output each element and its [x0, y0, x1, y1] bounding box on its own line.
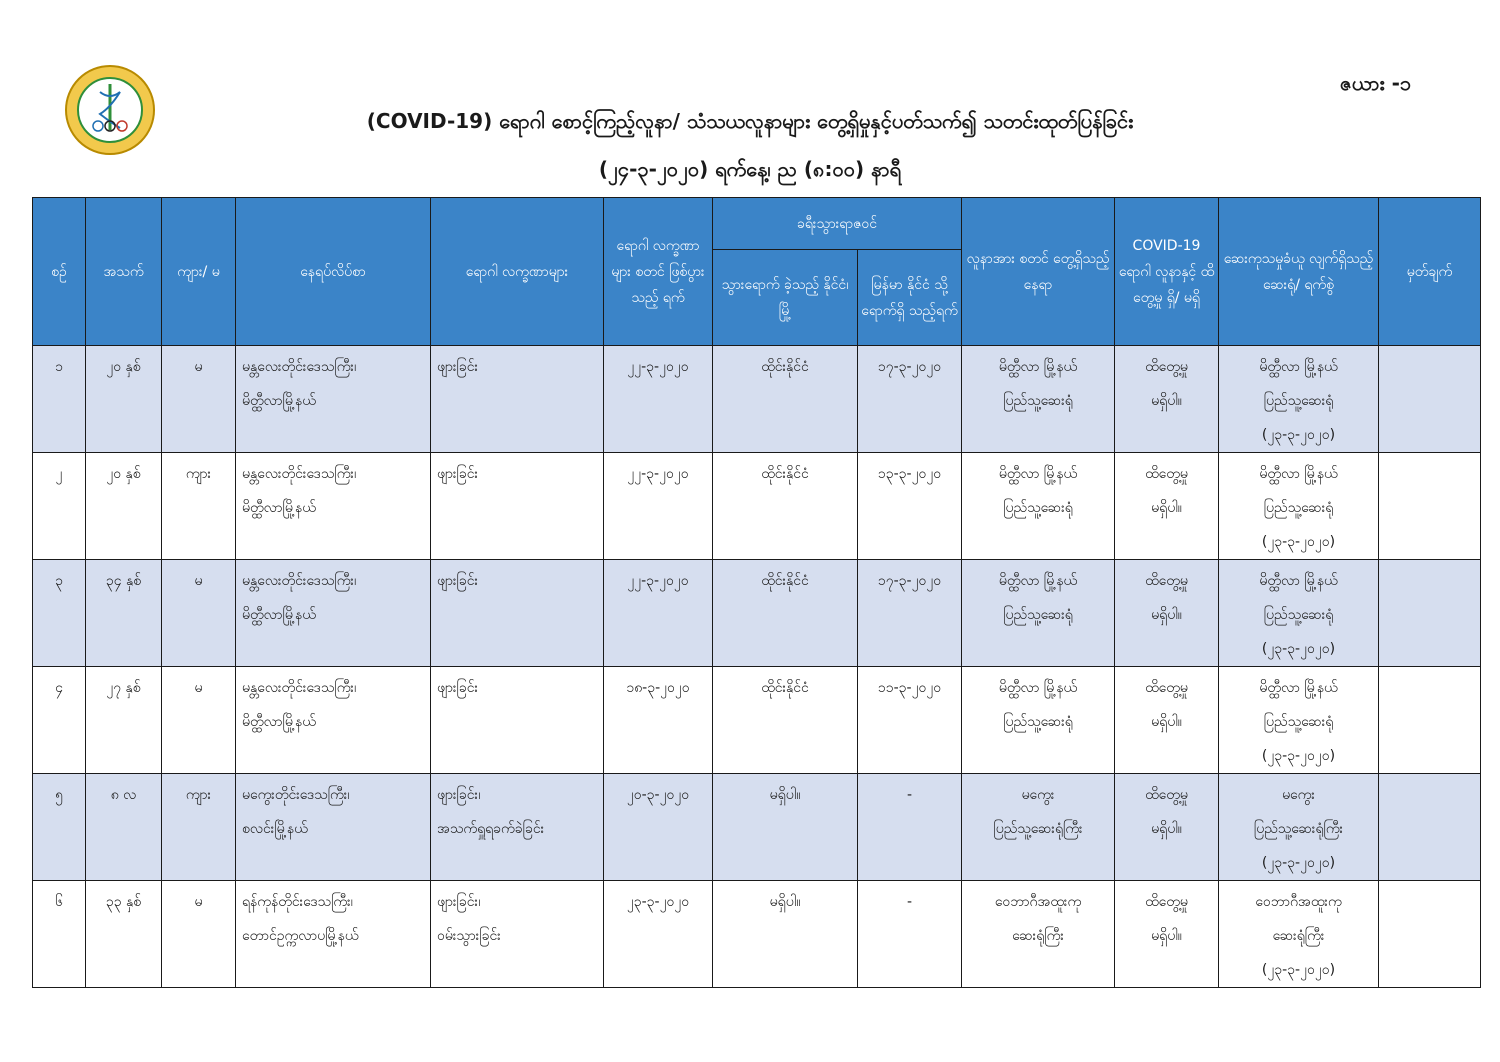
cell-line: ပြည်သူ့ဆေးရုံ — [1003, 393, 1073, 409]
cell-line: စလင်းမြို့နယ် — [242, 821, 308, 837]
cell-line: မန္တလေးတိုင်းဒေသကြီး၊ — [242, 466, 357, 482]
cell-sex: မ — [162, 667, 236, 774]
col-header-country: သွားရောက် ခဲ့သည့် နိုင်ငံ၊ မြို့ — [713, 250, 858, 346]
cell-current-hospital — [1219, 667, 1379, 774]
table-row — [33, 453, 1481, 560]
cell-detected-at — [962, 881, 1115, 988]
cell-line: ပြည်သူ့ဆေးရုံ — [1003, 607, 1073, 623]
cell-line: မရှိပါ။ — [1151, 393, 1182, 409]
cell-detected-at — [962, 774, 1115, 881]
cell-line: (၂၃-၃-၂၀၂၀) — [1261, 534, 1336, 550]
cell-detected-at — [962, 560, 1115, 667]
cell-no: ၂ — [33, 453, 86, 560]
cell-line: ထိတွေ့မှု — [1145, 894, 1188, 910]
cell-age: ၈ လ — [86, 774, 162, 881]
cell-line: မရှိပါ။ — [1151, 714, 1182, 730]
cell-no: ၅ — [33, 774, 86, 881]
cell-current-hospital — [1219, 453, 1379, 560]
cell-line: မန္တလေးတိုင်းဒေသကြီး၊ — [242, 680, 357, 696]
cell-age: ၂၀ နှစ် — [86, 453, 162, 560]
cell-remarks — [1379, 453, 1481, 560]
cell-no: ၃ — [33, 560, 86, 667]
cell-remarks — [1379, 560, 1481, 667]
cell-address — [236, 346, 431, 453]
cell-country: မရှိပါ။ — [713, 774, 858, 881]
cell-line: ပြည်သူ့ဆေးရုံ — [1003, 500, 1073, 516]
page-subtitle-date: (၂၄-၃-၂၀၂၀) ရက်နေ့၊ ည (၈:၀၀) နာရီ — [598, 157, 902, 181]
cell-line: မိတ္ထီလာ မြို့နယ် — [1259, 359, 1338, 375]
cell-remarks — [1379, 881, 1481, 988]
cell-arrival: ၁၁-၃-၂၀၂၀ — [858, 667, 962, 774]
cell-line: မိတ္ထီလာ မြို့နယ် — [1259, 573, 1338, 589]
cell-current-hospital — [1219, 346, 1379, 453]
cell-line: မိတ္ထီလာမြို့နယ် — [242, 607, 316, 623]
cell-onset: ၂၀-၃-၂၀၂၀ — [604, 774, 713, 881]
cell-remarks — [1379, 774, 1481, 881]
cell-current-hospital — [1219, 881, 1379, 988]
cell-address — [236, 453, 431, 560]
cell-line: မန္တလေးတိုင်းဒေသကြီး၊ — [242, 573, 357, 589]
cell-current-hospital — [1219, 560, 1379, 667]
cell-line: မရှိပါ။ — [1151, 821, 1182, 837]
cell-line: ပြည်သူ့ဆေးရုံ — [1263, 500, 1334, 516]
cell-symptoms — [431, 560, 604, 667]
cell-no: ၁ — [33, 346, 86, 453]
col-header-onset: ရောဂါ လက္ခဏာများ စတင် ဖြစ်ပွားသည့် ရက် — [604, 198, 713, 346]
cell-line: ဖျားခြင်း၊ — [437, 894, 481, 910]
cell-contact — [1115, 346, 1219, 453]
table-row — [33, 774, 1481, 881]
cell-no: ၆ — [33, 881, 86, 988]
col-header-no: စဉ် — [33, 198, 86, 346]
cell-onset: ၂၂-၃-၂၀၂၀ — [604, 453, 713, 560]
cell-line: မိတ္ထီလာ မြို့နယ် — [1259, 680, 1338, 696]
col-header-arrival: မြန်မာ နိုင်ငံ သို့ ရောက်ရှိ သည့်ရက် — [858, 250, 962, 346]
cell-age: ၃၄ နှစ် — [86, 560, 162, 667]
cell-line: ထိတွေ့မှု — [1145, 466, 1188, 482]
col-header-remarks: မှတ်ချက် — [1379, 198, 1481, 346]
cell-country: ထိုင်းနိုင်ငံ — [713, 667, 858, 774]
col-header-contact: COVID-19 ရောဂါ လူနာနှင့် ထိတွေ့မှု ရှိ/ မရှိ — [1115, 198, 1219, 346]
cell-line: ပြည်သူ့ဆေးရုံ — [1263, 393, 1334, 409]
cell-line: မကွေး — [1021, 787, 1055, 803]
cell-line: ပြည်သူ့ဆေးရုံ — [1263, 714, 1334, 730]
cell-line: ဝေဘာဂီအထူးကု — [994, 894, 1082, 910]
cell-line: မရှိပါ။ — [1151, 928, 1182, 944]
cell-line: မိတ္ထီလာ မြို့နယ် — [1259, 466, 1338, 482]
col-header-age: အသက် — [86, 198, 162, 346]
cell-detected-at — [962, 453, 1115, 560]
cell-symptoms — [431, 453, 604, 560]
cell-line: ထိတွေ့မှု — [1145, 787, 1188, 803]
cell-age: ၂၇ နှစ် — [86, 667, 162, 774]
col-header-address: နေရပ်လိပ်စာ — [236, 198, 431, 346]
cell-age: ၂၀ နှစ် — [86, 346, 162, 453]
cell-onset: ၁၈-၃-၂၀၂၀ — [604, 667, 713, 774]
cell-detected-at — [962, 667, 1115, 774]
cell-arrival: ၁၇-၃-၂၀၂၀ — [858, 346, 962, 453]
cell-line: (၂၃-၃-၂၀၂၀) — [1261, 641, 1336, 657]
cell-age: ၃၃ နှစ် — [86, 881, 162, 988]
cell-line: ဖျားခြင်း — [437, 680, 479, 696]
cell-country: မရှိပါ။ — [713, 881, 858, 988]
ministry-logo — [64, 64, 156, 156]
cell-line: ထိတွေ့မှု — [1145, 359, 1188, 375]
cell-symptoms — [431, 774, 604, 881]
cell-line: ဝမ်းသွားခြင်း — [437, 928, 501, 944]
cell-address — [236, 881, 431, 988]
cell-line: (၂၃-၃-၂၀၂၀) — [1261, 855, 1336, 871]
cell-remarks — [1379, 346, 1481, 453]
cell-onset: ၂၃-၃-၂၀၂၀ — [604, 881, 713, 988]
cell-contact — [1115, 881, 1219, 988]
cell-line: မကွေး — [1282, 787, 1315, 803]
cell-line: မိတ္ထီလာ မြို့နယ် — [998, 680, 1078, 696]
col-header-travel-history: ခရီးသွားရာဇဝင် — [713, 198, 962, 250]
cell-sex: မ — [162, 560, 236, 667]
cell-line: ဖျားခြင်း — [437, 466, 479, 482]
cell-sex: မ — [162, 881, 236, 988]
cell-line: ပြည်သူ့ဆေးရုံ — [1003, 714, 1073, 730]
cell-line: ပြည်သူ့ဆေးရုံ — [1263, 607, 1334, 623]
cell-country: ထိုင်းနိုင်ငံ — [713, 560, 858, 667]
cell-country: ထိုင်းနိုင်ငံ — [713, 453, 858, 560]
cell-contact — [1115, 453, 1219, 560]
table-row — [33, 346, 1481, 453]
col-header-symptoms: ရောဂါ လက္ခဏာများ — [431, 198, 604, 346]
col-header-sex: ကျား/ မ — [162, 198, 236, 346]
col-header-current-hospital: ဆေးကုသမှုခံယူ လျက်ရှိသည့် ဆေးရုံ/ ရက်စွဲ — [1219, 198, 1379, 346]
cell-line: မန္တလေးတိုင်းဒေသကြီး၊ — [242, 359, 357, 375]
cell-symptoms — [431, 346, 604, 453]
cell-address — [236, 560, 431, 667]
cell-address — [236, 774, 431, 881]
cell-line: ရန်ကုန်တိုင်းဒေသကြီး၊ — [242, 894, 353, 910]
cell-line: မိတ္ထီလာ မြို့နယ် — [998, 466, 1078, 482]
cell-line: (၂၃-၃-၂၀၂၀) — [1261, 962, 1336, 978]
cell-line: မိတ္ထီလာ မြို့နယ် — [998, 573, 1078, 589]
cell-line: ဖျားခြင်း၊ — [437, 787, 481, 803]
cell-line: ပြည်သူ့ဆေးရုံကြီး — [993, 821, 1083, 837]
cell-line: ထိတွေ့မှု — [1145, 573, 1188, 589]
cell-address — [236, 667, 431, 774]
cell-line: မိတ္ထီလာမြို့နယ် — [242, 393, 316, 409]
cell-sex: မ — [162, 346, 236, 453]
cell-no: ၄ — [33, 667, 86, 774]
cell-line: ဖျားခြင်း — [437, 573, 479, 589]
cell-onset: ၂၂-၃-၂၀၂၀ — [604, 560, 713, 667]
cell-sex: ကျား — [162, 774, 236, 881]
cell-contact — [1115, 774, 1219, 881]
table-row — [33, 881, 1481, 988]
cell-arrival: - — [858, 881, 962, 988]
cell-line: မိတ္ထီလာမြို့နယ် — [242, 714, 316, 730]
table-row — [33, 560, 1481, 667]
cell-line: မိတ္ထီလာမြို့နယ် — [242, 500, 316, 516]
cell-symptoms — [431, 667, 604, 774]
cell-detected-at — [962, 346, 1115, 453]
cell-line: မရှိပါ။ — [1151, 607, 1182, 623]
cell-contact — [1115, 667, 1219, 774]
cell-line: တောင်ဥက္ကလာပမြို့နယ် — [242, 928, 359, 944]
table-row — [33, 667, 1481, 774]
cell-contact — [1115, 560, 1219, 667]
page-title: (COVID-19) ရောဂါ စောင့်ကြည့်လူနာ/ သံသယလူနာများ တွေ့ရှိမှုနှင့်ပတ်သက်၍ သတင်းထုတ်ပြန်ခြင်း — [366, 109, 1134, 133]
cell-arrival: - — [858, 774, 962, 881]
cell-remarks — [1379, 667, 1481, 774]
cell-line: အသက်ရှူရခက်ခဲခြင်း — [437, 821, 545, 837]
cell-current-hospital — [1219, 774, 1379, 881]
cell-line: မရှိပါ။ — [1151, 500, 1182, 516]
cell-line: ထိတွေ့မှု — [1145, 680, 1188, 696]
cell-line: ပြည်သူ့ဆေးရုံကြီး — [1253, 821, 1344, 837]
cell-sex: ကျား — [162, 453, 236, 560]
cell-line: ဖျားခြင်း — [437, 359, 479, 375]
cell-arrival: ၁၃-၃-၂၀၂၀ — [858, 453, 962, 560]
annex-label: ဇယား -၁ — [1340, 71, 1412, 95]
cell-line: (၂၃-၃-၂၀၂၀) — [1261, 748, 1336, 764]
col-header-detected-at: လူနာအား စတင် တွေ့ရှိသည့် နေရာ — [962, 198, 1115, 346]
case-table — [32, 197, 1481, 988]
cell-symptoms — [431, 881, 604, 988]
cell-line: မကွေးတိုင်းဒေသကြီး၊ — [242, 787, 350, 803]
cell-onset: ၂၂-၃-၂၀၂၀ — [604, 346, 713, 453]
cell-country: ထိုင်းနိုင်ငံ — [713, 346, 858, 453]
cell-line: ဆေးရုံကြီး — [1272, 928, 1325, 944]
cell-arrival: ၁၇-၃-၂၀၂၀ — [858, 560, 962, 667]
cell-line: ဆေးရုံကြီး — [1012, 928, 1064, 944]
cell-line: (၂၃-၃-၂၀၂၀) — [1261, 427, 1336, 443]
cell-line: ဝေဘာဂီအထူးကု — [1255, 894, 1342, 910]
cell-line: မိတ္ထီလာ မြို့နယ် — [998, 359, 1078, 375]
